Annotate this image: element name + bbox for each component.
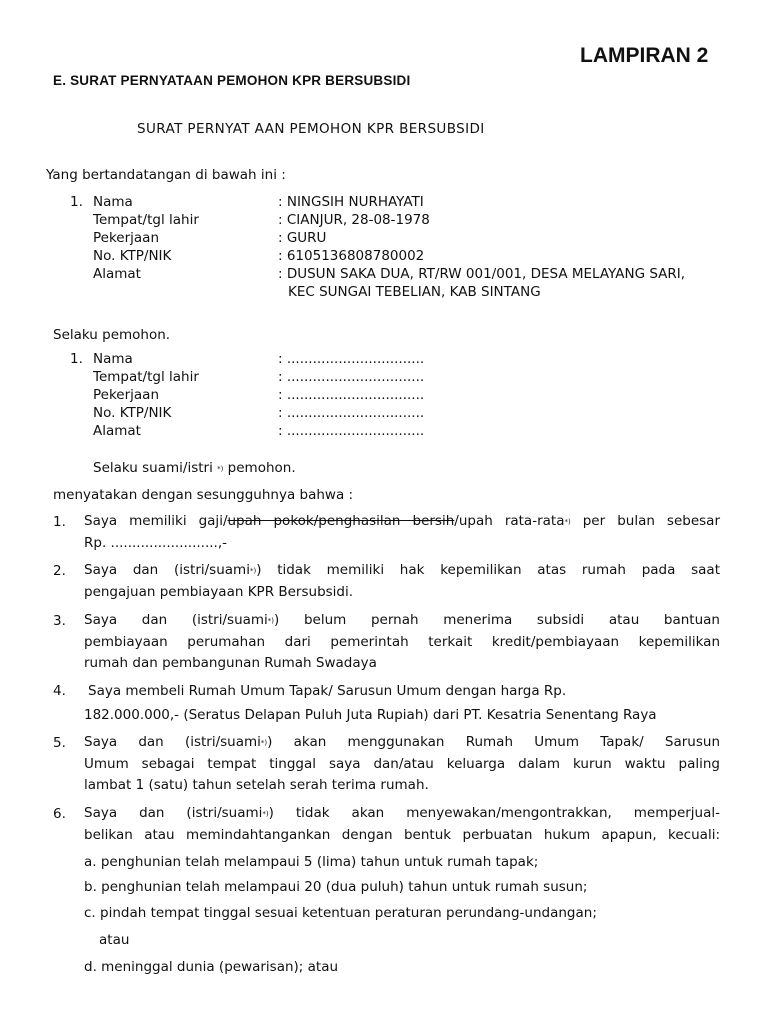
- document-title: SURAT PERNYAT AAN PEMOHON KPR BERSUBSIDI: [137, 121, 485, 137]
- intro-text: Yang bertandatangan di bawah ini :: [46, 167, 286, 183]
- item-3-text-b: ) belum pernah menerima subsidi atau bantuan: [274, 612, 720, 628]
- item-2-text-b: ) tidak memiliki hak kepemilikan atas rumah pada saat: [256, 562, 720, 578]
- item-5-line-2: Umum sebagai tempat tinggal saya dan/atau keluarga dalam kurun waktu paling: [84, 756, 720, 772]
- applicant-address-label: Alamat: [93, 266, 141, 282]
- item-5-text-a: Saya dan (istri/suami: [84, 734, 261, 750]
- applicant-nik-value: : 6105136808780002: [278, 248, 425, 264]
- item-1-text-a: Saya memiliki gaji/: [84, 513, 228, 529]
- item-2-line-2: pengajuan pembiayaan KPR Bersubsidi.: [84, 584, 354, 600]
- item-3-line-2: pembiayaan perumahan dari pemerintah terkait kredit/pembiayaan kepemilikan: [84, 634, 720, 650]
- item-3: [84, 610, 720, 674]
- item-5-line-1: [84, 732, 720, 754]
- item-1-strikethrough: upah pokok/penghasilan bersih: [227, 513, 455, 529]
- spouse-job-label: Pekerjaan: [93, 387, 160, 403]
- sub-item-c: c. pindah tempat tinggal sesuai ketentuan peraturan perundang-undangan;: [84, 905, 597, 921]
- spouse-note-suffix: pemohon.: [223, 460, 296, 476]
- applicant-number: 1.: [70, 194, 83, 210]
- item-2-number: 2.: [53, 563, 66, 579]
- applicant-nik-label: No. KTP/NIK: [93, 248, 172, 264]
- footnote-mark: *): [217, 465, 224, 473]
- spouse-note-text: Selaku suami/istri: [93, 460, 218, 476]
- spouse-number: 1.: [70, 351, 83, 367]
- item-1-text-b: /upah rata-rata: [454, 513, 565, 529]
- item-1: [84, 511, 720, 554]
- item-3-number: 3.: [53, 613, 66, 629]
- item-4-line-2: 182.000.000,- (Seratus Delapan Puluh Juta Rupiah) dari PT. Kesatria Senentang Raya: [84, 707, 657, 723]
- footnote-mark: *): [267, 617, 275, 625]
- spouse-note: [93, 460, 296, 476]
- applicant-address-value: : DUSUN SAKA DUA, RT/RW 001/001, DESA MELAYANG SARI,: [278, 266, 686, 282]
- item-3-line-3: rumah dan pembangunan Rumah Swadaya: [84, 655, 377, 671]
- sub-item-a: a. penghunian telah melampaui 5 (lima) tahun untuk rumah tapak;: [84, 854, 539, 870]
- selaku-pemohon: Selaku pemohon.: [53, 327, 171, 343]
- spouse-birth-value: : ................................: [278, 369, 425, 385]
- sub-item-b: b. penghunian telah melampaui 20 (dua puluh) tahun untuk rumah susun;: [84, 879, 588, 895]
- applicant-job-label: Pekerjaan: [93, 230, 160, 246]
- sub-item-atau: atau: [99, 932, 130, 948]
- spouse-name-label: Nama: [93, 351, 133, 367]
- spouse-address-label: Alamat: [93, 423, 141, 439]
- applicant-address-line2: KEC SUNGAI TEBELIAN, KAB SINTANG: [288, 284, 541, 300]
- applicant-name-label: Nama: [93, 194, 133, 210]
- spouse-nik-value: : ................................: [278, 405, 425, 421]
- footnote-mark: *): [564, 518, 571, 526]
- spouse-birth-label: Tempat/tgl lahir: [93, 369, 199, 385]
- item-1-number: 1.: [53, 514, 66, 530]
- applicant-name-value: : NINGSIH NURHAYATI: [278, 194, 424, 210]
- section-title: E. SURAT PERNYATAAN PEMOHON KPR BERSUBSIDI: [53, 73, 411, 88]
- applicant-job-value: : GURU: [278, 230, 327, 246]
- item-4-number: 4.: [53, 683, 66, 699]
- declaration-text: menyatakan dengan sesungguhnya bahwa :: [53, 487, 354, 503]
- item-2-line-1: [84, 560, 720, 582]
- item-6-text-b: ) tidak akan menyewakan/mengontrakkan, memperjual-: [268, 805, 721, 821]
- applicant-birth-label: Tempat/tgl lahir: [93, 212, 199, 228]
- sub-item-d: d. meninggal dunia (pewarisan); atau: [84, 959, 339, 975]
- lampiran-label: LAMPIRAN 2: [580, 44, 709, 67]
- item-3-line-1: [84, 610, 720, 632]
- item-6: [84, 803, 720, 846]
- item-5: [84, 732, 720, 796]
- item-6-line-1: [84, 803, 720, 825]
- footnote-mark: *): [262, 810, 269, 818]
- item-6-text-a: Saya dan (istri/suami: [84, 805, 263, 821]
- item-1-line-1: [84, 511, 720, 533]
- item-5-line-3: lambat 1 (satu) tahun setelah serah terima rumah.: [84, 777, 429, 793]
- item-1-line-2: Rp. .........................,-: [84, 535, 227, 551]
- spouse-address-value: : ................................: [278, 423, 425, 439]
- spouse-name-value: : ................................: [278, 351, 425, 367]
- footnote-mark: *): [260, 739, 268, 747]
- item-2: [84, 560, 720, 603]
- item-3-text-a: Saya dan (istri/suami: [84, 612, 268, 628]
- spouse-nik-label: No. KTP/NIK: [93, 405, 172, 421]
- item-6-number: 6.: [53, 806, 66, 822]
- item-2-text-a: Saya dan (istri/suami: [84, 562, 250, 578]
- item-1-text-c: per bulan sebesar: [570, 513, 720, 529]
- spouse-job-value: : ................................: [278, 387, 425, 403]
- applicant-birth-value: : CIANJUR, 28-08-1978: [278, 212, 430, 228]
- item-5-text-b: ) akan menggunakan Rumah Umum Tapak/ Sarusun: [267, 734, 720, 750]
- footnote-mark: *): [249, 567, 257, 575]
- item-4-line-1: Saya membeli Rumah Umum Tapak/ Sarusun Umum dengan harga Rp.: [88, 683, 567, 699]
- item-6-line-2: belikan atau memindahtangankan dengan bentuk perbuatan hukum apapun, kecuali:: [84, 827, 720, 843]
- item-5-number: 5.: [53, 735, 66, 751]
